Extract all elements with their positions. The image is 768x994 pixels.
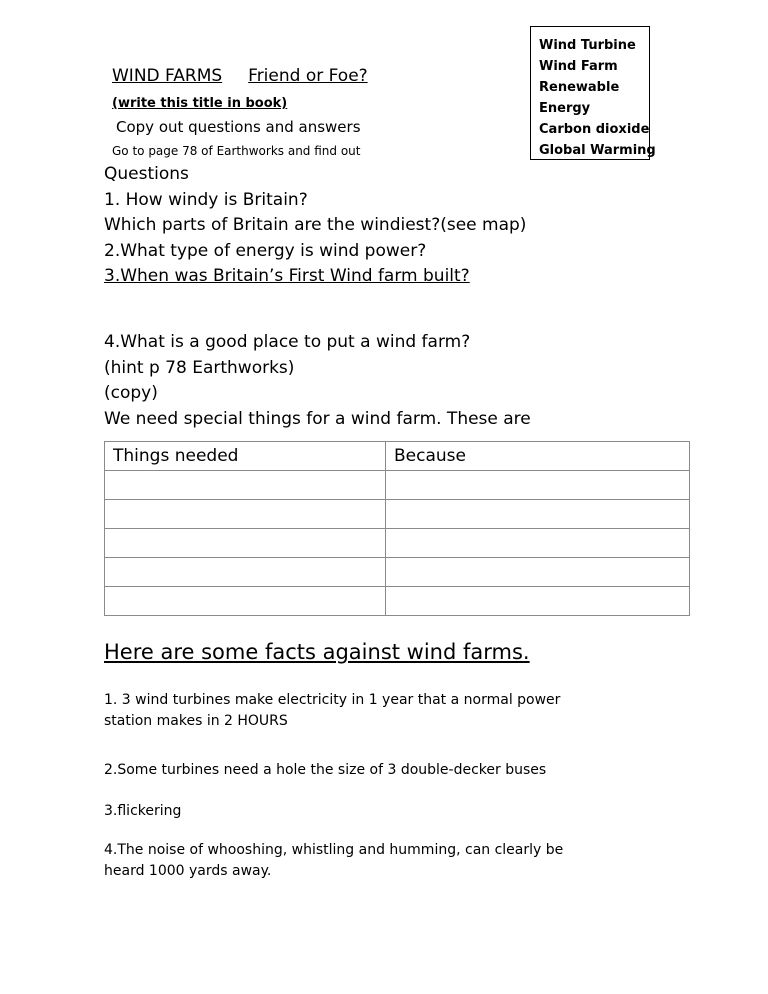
table-row [105, 500, 690, 529]
table-cell[interactable] [386, 529, 690, 558]
title-instruction: (write this title in book) [112, 96, 288, 111]
question-1-followup: Which parts of Britain are the windiest?(see map) [104, 215, 527, 235]
keyword: Renewable [539, 80, 620, 95]
fact-1-line-2: station makes in 2 HOURS [104, 713, 288, 729]
copy-note: (copy) [104, 383, 158, 403]
fact-1-line-1: 1. 3 wind turbines make electricity in 1 year that a normal power [104, 692, 561, 708]
facts-heading: Here are some facts against wind farms. [104, 640, 530, 664]
fact-4-line-1: 4.The noise of whooshing, whistling and humming, can clearly be [104, 842, 564, 858]
table-row [105, 471, 690, 500]
question-1: 1. How windy is Britain? [104, 189, 308, 210]
keyword: Carbon dioxide [539, 122, 650, 137]
table-row [105, 529, 690, 558]
table-row [105, 587, 690, 616]
questions-section [104, 162, 526, 290]
table-cell[interactable] [386, 500, 690, 529]
worksheet-title [112, 66, 368, 86]
questions-heading: Questions [104, 164, 189, 184]
table-cell[interactable] [105, 471, 386, 500]
keyword: Global Warming [539, 143, 656, 158]
fact-3: 3.flickering [104, 803, 182, 819]
table-cell[interactable] [105, 529, 386, 558]
question-4-hint: (hint p 78 Earthworks) [104, 357, 295, 378]
keywords-box [530, 26, 656, 160]
table-cell[interactable] [386, 558, 690, 587]
question-2: 2.What type of energy is wind power? [104, 240, 427, 261]
table-header-things: Things needed [105, 442, 386, 471]
question-3: 3.When was Britain’s First Wind farm built? [104, 266, 470, 286]
keyword: Energy [539, 101, 591, 116]
fact-4-line-2: heard 1000 yards away. [104, 863, 272, 879]
copy-instruction: Copy out questions and answers [116, 118, 361, 136]
keyword: Wind Farm [539, 59, 618, 74]
fact-4 [104, 840, 563, 882]
title-part-1: WIND FARMS [112, 66, 223, 86]
table-cell[interactable] [105, 587, 386, 616]
table-row [105, 558, 690, 587]
table-cell[interactable] [105, 558, 386, 587]
fact-1 [104, 690, 560, 732]
table-header-because: Because [386, 442, 690, 471]
title-part-2: Friend or Foe? [248, 66, 368, 86]
table-cell[interactable] [386, 587, 690, 616]
table-header-row [105, 442, 690, 471]
question-4-section [104, 330, 531, 432]
table-cell[interactable] [386, 471, 690, 500]
fact-2: 2.Some turbines need a hole the size of 3 double-decker buses [104, 762, 547, 778]
page-reference: Go to page 78 of Earthworks and find out [112, 144, 361, 158]
question-4: 4.What is a good place to put a wind farm? [104, 332, 471, 352]
keyword: Wind Turbine [539, 38, 636, 53]
table-cell[interactable] [105, 500, 386, 529]
things-needed-table [104, 441, 690, 616]
special-things-intro: We need special things for a wind farm. These are [104, 408, 531, 429]
